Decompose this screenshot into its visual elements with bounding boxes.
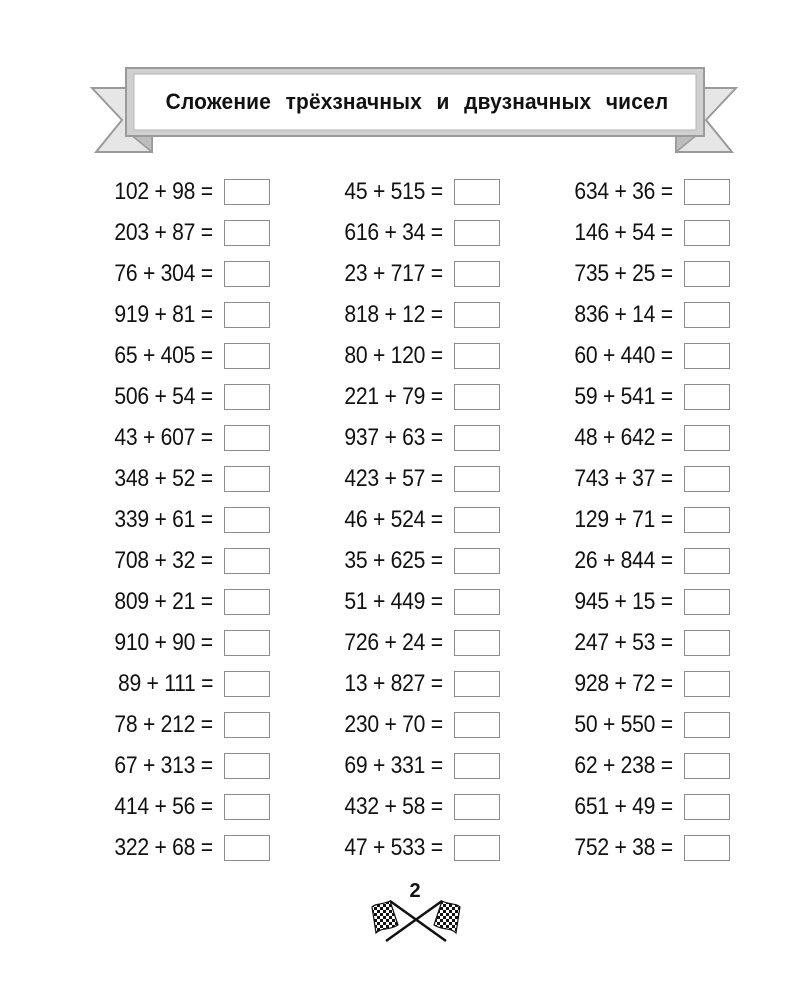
answer-box[interactable] [454,794,500,820]
problem-row [270,828,500,869]
problem-row [500,213,730,254]
answer-box[interactable] [224,835,270,861]
answer-box[interactable] [224,671,270,697]
problem-row [500,500,730,541]
answer-box[interactable] [684,179,730,205]
answer-box[interactable] [454,835,500,861]
answer-box[interactable] [684,384,730,410]
problem-expression: 809 + 21 = [114,588,213,615]
problem-row [500,787,730,828]
problem-row [270,213,500,254]
problem-column-3 [500,172,730,869]
answer-box[interactable] [454,671,500,697]
page-number: 2 [409,880,421,902]
answer-box[interactable] [684,753,730,779]
problem-row [40,787,270,828]
problem-expression: 102 + 98 = [114,178,213,205]
problem-row [40,377,270,418]
problem-row [40,828,270,869]
answer-box[interactable] [454,589,500,615]
problem-row [40,582,270,623]
answer-box[interactable] [684,548,730,574]
problem-row [270,541,500,582]
answer-box[interactable] [454,712,500,738]
problem-column-2 [270,172,500,869]
problem-row [270,787,500,828]
problem-expression: 432 + 58 = [344,793,443,820]
answer-box[interactable] [684,630,730,656]
problem-row [270,418,500,459]
checkered-flags-icon [368,895,464,945]
title-ribbon [0,0,800,170]
answer-box[interactable] [684,794,730,820]
answer-box[interactable] [454,630,500,656]
problem-expression: 651 + 49 = [574,793,673,820]
answer-box[interactable] [224,220,270,246]
problem-expression: 414 + 56 = [114,793,213,820]
problem-expression: 708 + 32 = [114,547,213,574]
problem-row [500,664,730,705]
answer-box[interactable] [454,384,500,410]
problem-expression: 89 + 111 = [117,670,213,697]
answer-box[interactable] [454,220,500,246]
problem-expression: 247 + 53 = [574,629,673,656]
problem-row [270,172,500,213]
problem-row [500,705,730,746]
problem-expression: 48 + 642 = [574,424,673,451]
answer-box[interactable] [684,302,730,328]
answer-box[interactable] [684,835,730,861]
problem-row [40,213,270,254]
problem-expression: 743 + 37 = [574,465,673,492]
problem-expression: 43 + 607 = [114,424,213,451]
problem-row [40,541,270,582]
problem-expression: 230 + 70 = [344,711,443,738]
problem-expression: 423 + 57 = [344,465,443,492]
answer-box[interactable] [684,712,730,738]
answer-box[interactable] [224,384,270,410]
problem-expression: 616 + 34 = [344,219,443,246]
problem-row [270,705,500,746]
answer-box[interactable] [224,261,270,287]
problem-row [500,582,730,623]
problem-expression: 836 + 14 = [574,301,673,328]
problem-expression: 45 + 515 = [344,178,443,205]
problem-expression: 322 + 68 = [114,834,213,861]
problem-row [500,295,730,336]
problem-row [500,746,730,787]
page-title: Сложение трёхзначных и двузначных чисел [165,89,669,114]
problem-expression: 910 + 90 = [114,629,213,656]
answer-box[interactable] [684,425,730,451]
answer-box[interactable] [224,589,270,615]
problem-expression: 945 + 15 = [574,588,673,615]
problem-row [500,418,730,459]
answer-box[interactable] [454,302,500,328]
answer-box[interactable] [454,179,500,205]
problem-row [40,664,270,705]
answer-box[interactable] [224,794,270,820]
problem-row [500,254,730,295]
problem-row [40,623,270,664]
problem-row [40,746,270,787]
problem-expression: 928 + 72 = [574,670,673,697]
problem-expression: 203 + 87 = [114,219,213,246]
problem-expression: 506 + 54 = [114,383,213,410]
problem-expression: 76 + 304 = [114,260,213,287]
problem-expression: 23 + 717 = [344,260,443,287]
problem-expression: 937 + 63 = [344,424,443,451]
answer-box[interactable] [224,425,270,451]
problem-expression: 919 + 81 = [114,301,213,328]
answer-box[interactable] [684,220,730,246]
problem-expression: 26 + 844 = [574,547,673,574]
answer-box[interactable] [684,343,730,369]
answer-box[interactable] [454,343,500,369]
problem-row [500,377,730,418]
answer-box[interactable] [454,425,500,451]
problem-expression: 51 + 449 = [344,588,443,615]
answer-box[interactable] [684,589,730,615]
problem-row [40,418,270,459]
problem-row [40,172,270,213]
problem-expression: 339 + 61 = [114,506,213,533]
problem-row [500,459,730,500]
problem-expression: 13 + 827 = [344,670,443,697]
problem-row [270,336,500,377]
problem-row [40,705,270,746]
answer-box[interactable] [684,671,730,697]
answer-box[interactable] [224,343,270,369]
problem-expression: 47 + 533 = [344,834,443,861]
problem-row [270,582,500,623]
problem-expression: 129 + 71 = [574,506,673,533]
answer-box[interactable] [224,630,270,656]
answer-box[interactable] [224,753,270,779]
answer-box[interactable] [454,753,500,779]
answer-box[interactable] [454,548,500,574]
problem-row [500,623,730,664]
problem-row [270,459,500,500]
problem-expression: 46 + 524 = [344,506,443,533]
problem-expression: 735 + 25 = [574,260,673,287]
answer-box[interactable] [224,466,270,492]
problem-expression: 59 + 541 = [574,383,673,410]
problem-expression: 80 + 120 = [344,342,443,369]
problem-expression: 752 + 38 = [574,834,673,861]
problem-expression: 67 + 313 = [114,752,213,779]
problem-row [270,500,500,541]
answer-box[interactable] [454,466,500,492]
problem-expression: 65 + 405 = [114,342,213,369]
problem-expression: 726 + 24 = [344,629,443,656]
problem-row [40,500,270,541]
answer-box[interactable] [684,466,730,492]
problem-row [270,664,500,705]
problem-row [500,336,730,377]
answer-box[interactable] [454,261,500,287]
problem-row [270,623,500,664]
problem-row [500,172,730,213]
answer-box[interactable] [684,507,730,533]
problem-expression: 78 + 212 = [114,711,213,738]
problem-column-1 [40,172,270,869]
problem-row [270,377,500,418]
problem-expression: 62 + 238 = [574,752,673,779]
problem-expression: 634 + 36 = [574,178,673,205]
problem-expression: 69 + 331 = [344,752,443,779]
problem-expression: 348 + 52 = [114,465,213,492]
answer-box[interactable] [224,548,270,574]
problem-row [270,746,500,787]
problem-row [500,541,730,582]
problem-row [40,336,270,377]
answer-box[interactable] [224,712,270,738]
problem-row [40,459,270,500]
problem-expression: 146 + 54 = [574,219,673,246]
answer-box[interactable] [224,302,270,328]
problem-expression: 35 + 625 = [344,547,443,574]
problem-row [40,254,270,295]
problem-row [40,295,270,336]
problem-row [500,828,730,869]
problem-expression: 50 + 550 = [574,711,673,738]
answer-box[interactable] [224,179,270,205]
answer-box[interactable] [684,261,730,287]
answer-box[interactable] [224,507,270,533]
answer-box[interactable] [454,507,500,533]
problem-expression: 221 + 79 = [344,383,443,410]
problem-expression: 818 + 12 = [344,301,443,328]
problem-expression: 60 + 440 = [574,342,673,369]
problem-row [270,254,500,295]
problem-row [270,295,500,336]
